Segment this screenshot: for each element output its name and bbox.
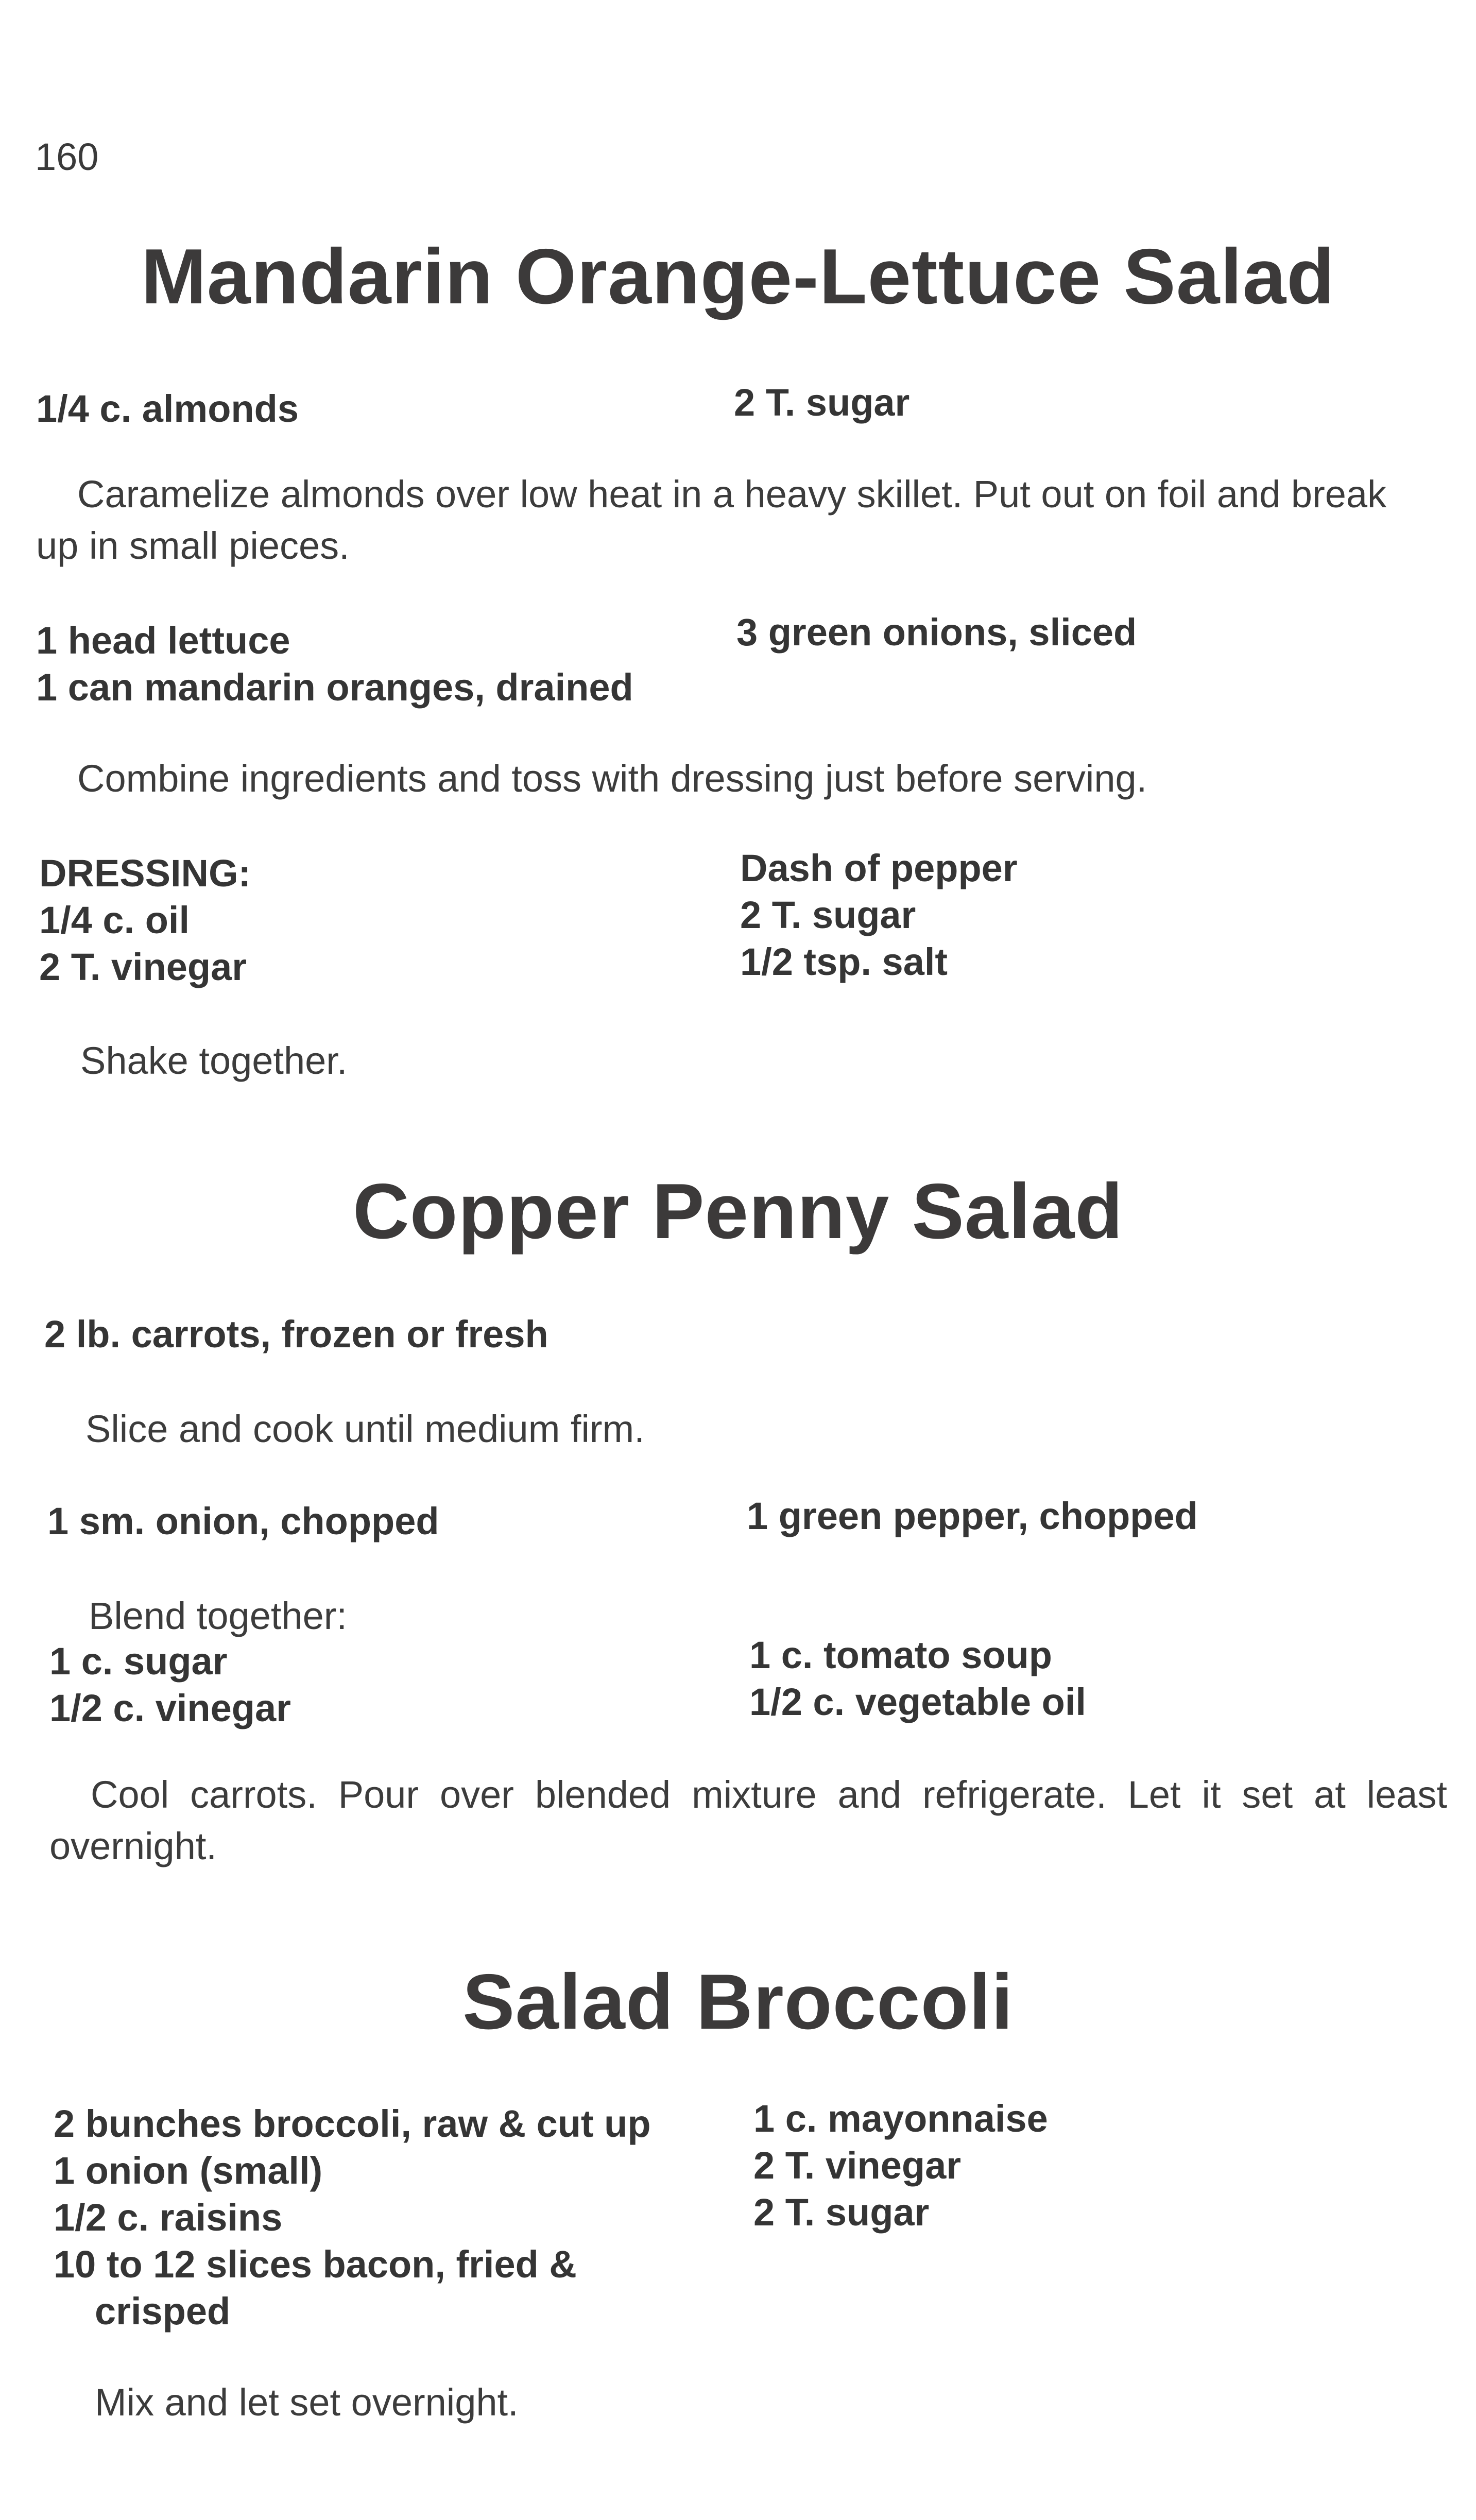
ingredients-right [736,609,1137,656]
ingredients-right [747,1493,1198,1539]
ingredients-left [47,1498,439,1545]
ingredient: 1/2 c. raisins [54,2196,283,2239]
ingredients-left [54,2100,651,2335]
ingredient: 3 green onions, sliced [736,611,1137,654]
ingredient: 1 onion (small) [54,2149,323,2192]
ingredients-left [36,617,633,711]
ingredients-left [36,385,299,432]
ingredient: 2 T. sugar [734,381,910,424]
instruction-text: Cool carrots. Pour over blended mixture and refrigerate. Let it set at least overnight. [49,1773,1447,1867]
instruction-text: Mix and let set overnight. [95,2381,519,2424]
instructions [54,2377,1444,2428]
ingredient: 2 T. vinegar [753,2144,962,2187]
ingredient: 2 T. sugar [740,894,916,936]
instructions [47,1590,1438,1642]
instruction-text: Shake together. [80,1039,348,1082]
recipe-title: Mandarin Orange-Lettuce Salad [141,233,1335,320]
ingredient: 2 T. vinegar [39,946,247,988]
ingredient: 1/2 tsp. salt [740,940,948,983]
ingredient: Dash of pepper [740,847,1018,889]
dressing-heading: DRESSING: [39,852,251,895]
instructions [36,753,1437,804]
instructions [44,1403,1440,1455]
ingredient: crisped [95,2290,231,2333]
ingredient: 1 head lettuce [36,619,290,662]
instruction-text: Caramelize almonds over low heat in a heavy skillet. Put out on foil and break up in small pieces. [36,473,1387,567]
instructions [49,1769,1447,1872]
ingredient: 1 c. sugar [49,1640,228,1683]
page-number: 160 [35,135,99,178]
instructions [36,469,1437,572]
ingredient: 1/4 c. almonds [36,387,299,430]
ingredient: 1 c. mayonnaise [753,2097,1048,2140]
ingredients-right [753,2095,1048,2236]
ingredient: 1/4 c. oil [39,899,190,941]
ingredients-right [734,379,909,426]
ingredient: 1 can mandarin oranges, drained [36,666,633,709]
instruction-text: Blend together: [89,1595,347,1637]
ingredients-left [49,1638,291,1732]
ingredient: 1 c. tomato soup [749,1634,1052,1676]
ingredient: 2 bunches broccoli, raw & cut up [54,2102,651,2145]
ingredient: 2 T. sugar [753,2191,930,2234]
instructions [39,1035,1440,1087]
ingredients-left [39,850,251,990]
ingredient: 1/2 c. vinegar [49,1687,291,1729]
ingredients-right [749,1632,1086,1725]
instruction-text: Combine ingredients and toss with dressing just before serving. [77,757,1147,800]
instruction-text: Slice and cook until medium firm. [85,1408,645,1450]
ingredient: 1/2 c. vegetable oil [749,1681,1086,1723]
ingredient: 10 to 12 slices bacon, fried & [54,2243,577,2286]
recipe-title: Copper Penny Salad [352,1168,1124,1255]
ingredients-left [44,1311,548,1358]
ingredient: 1 sm. onion, chopped [47,1500,439,1542]
ingredients-right [740,845,1018,985]
recipe-title: Salad Broccoli [462,1958,1014,2046]
ingredient: 2 lb. carrots, frozen or fresh [44,1313,548,1356]
ingredient: 1 green pepper, chopped [747,1495,1198,1537]
